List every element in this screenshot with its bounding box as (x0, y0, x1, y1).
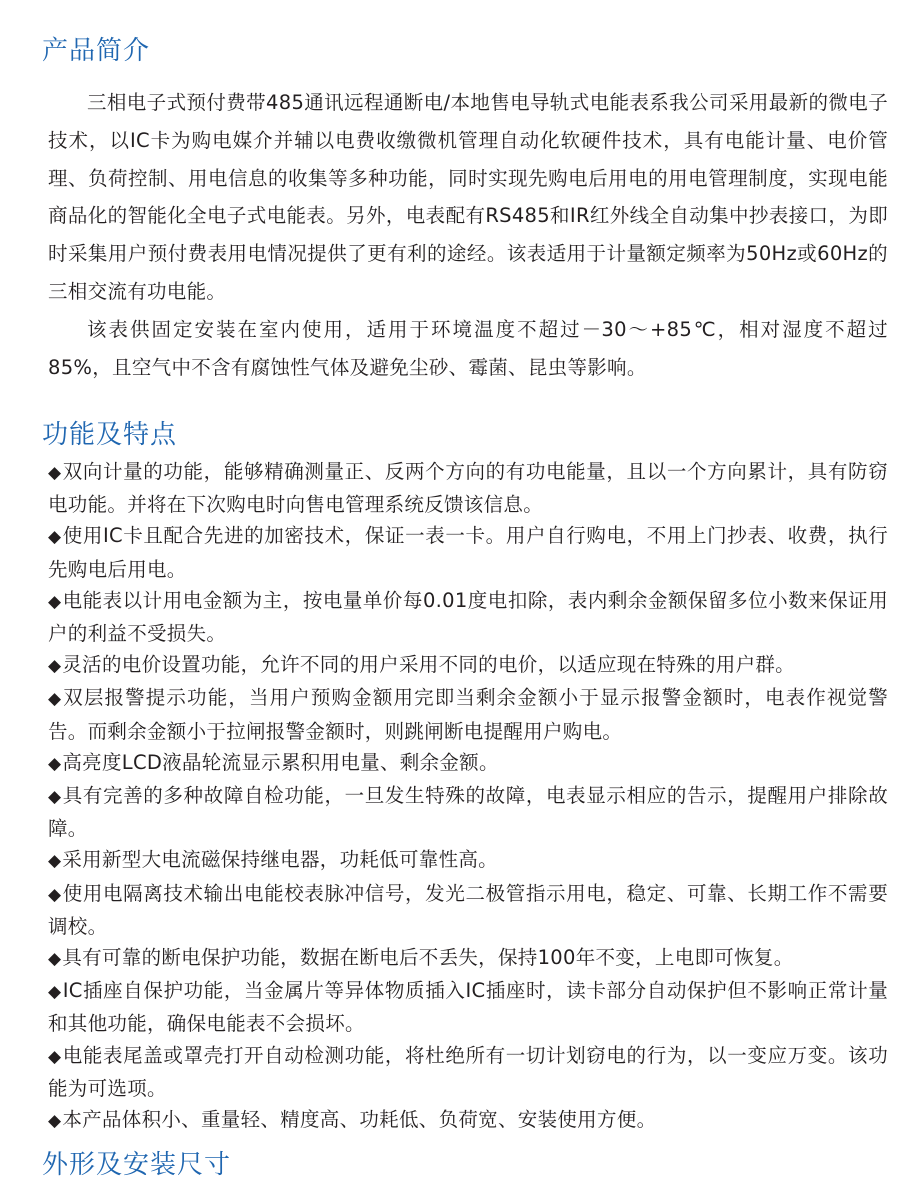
feature-item (48, 456, 888, 520)
feature-text: 具有完善的多种故障自检功能，一旦发生特殊的故障，电表显示相应的告示，提醒用户排除故障。 (48, 784, 888, 841)
feature-item (48, 585, 888, 649)
feature-item (48, 747, 888, 780)
intro-paragraph: 三相电子式预付费带485通讯远程通断电/本地售电导轨式电能表系我公司采用最新的微电子技术，以IC卡为购电媒介并辅以电费收缴微机管理自动化软硬件技术，具有电能计量、电价管理、负荷控制、用电信息的收集等多种功能，同时实现先购电后用电的用电管理制度，实现电能商品化的智能化全电子式电能表。另外，电表配有RS485和IR红外线全自动集中抄表接口，为即时采集用户预付费表用电情况提供了更有利的途经。该表适用于计量额定频率为50Hz或60Hz的三相交流有功电能。 (48, 91, 888, 303)
intro-text-block (48, 84, 888, 386)
feature-text: 使用电隔离技术输出电能校表脉冲信号，发光二极管指示用电，稳定、可靠、长期工作不需要调校。 (48, 881, 888, 938)
intro-section-title: 产品简介 (42, 36, 151, 66)
diamond-bullet-icon: ◆ (48, 591, 62, 612)
diamond-bullet-icon: ◆ (48, 884, 62, 905)
feature-text: IC插座自保护功能，当金属片等异体物质插入IC插座时，读卡部分自动保护但不影响正常计量和其他功能，确保电能表不会损坏。 (48, 979, 888, 1036)
diamond-bullet-icon: ◆ (48, 982, 62, 1003)
feature-text: 双层报警提示功能，当用户预购金额用完即当剩余金额小于显示报警金额时，电表作视觉警告。而剩余金额小于拉闸报警金额时，则跳闸断电提醒用户购电。 (48, 686, 888, 743)
feature-text: 高亮度LCD液晶轮流显示累积用电量、剩余金额。 (62, 750, 499, 774)
feature-item (48, 878, 888, 942)
dimensions-section-title: 外形及安装尺寸 (42, 1150, 232, 1180)
feature-item (48, 1040, 888, 1104)
diamond-bullet-icon: ◆ (48, 753, 62, 774)
intro-paragraph: 该表供固定安装在室内使用，适用于环境温度不超过－30～+85℃，相对湿度不超过85%，且空气中不含有腐蚀性气体及避免尘砂、霉菌、昆虫等影响。 (48, 317, 888, 379)
diamond-bullet-icon: ◆ (48, 689, 63, 710)
features-list (48, 456, 888, 1137)
feature-text: 双向计量的功能，能够精确测量正、反两个方向的有功电能量，且以一个方向累计，具有防窃电功能。并将在下次购电时向售电管理系统反馈该信息。 (48, 460, 888, 517)
feature-text: 采用新型大电流磁保持继电器，功耗低可靠性高。 (62, 848, 498, 872)
diamond-bullet-icon: ◆ (48, 463, 62, 483)
diamond-bullet-icon: ◆ (48, 527, 62, 548)
diamond-bullet-icon: ◆ (48, 656, 62, 677)
diamond-bullet-icon: ◆ (48, 1046, 62, 1067)
feature-item (48, 649, 888, 682)
feature-item (48, 942, 888, 975)
feature-item (48, 780, 888, 844)
feature-item (48, 975, 888, 1039)
diamond-bullet-icon: ◆ (48, 851, 62, 872)
diamond-bullet-icon: ◆ (48, 787, 62, 808)
feature-text: 电能表以计用电金额为主，按电量单价每0.01度电扣除，表内剩余金额保留多位小数来保证用户的利益不受损失。 (48, 588, 888, 646)
feature-text: 本产品体积小、重量轻、精度高、功耗低、负荷宽、安装使用方便。 (62, 1108, 657, 1132)
feature-text: 电能表尾盖或罩壳打开自动检测功能，将杜绝所有一切计划窃电的行为，以一变应万变。该功能为可选项。 (48, 1043, 888, 1100)
feature-item (48, 682, 888, 746)
diamond-bullet-icon: ◆ (48, 949, 62, 970)
features-section-title: 功能及特点 (42, 420, 178, 450)
diamond-bullet-icon: ◆ (48, 1111, 62, 1132)
feature-text: 使用IC卡且配合先进的加密技术，保证一表一卡。用户自行购电，不用上门抄表、收费，执行先购电后用电。 (48, 524, 889, 581)
feature-text: 灵活的电价设置功能，允许不同的用户采用不同的电价，以适应现在特殊的用户群。 (62, 653, 795, 677)
feature-item (48, 844, 888, 877)
feature-item (48, 520, 888, 584)
feature-text: 具有可靠的断电保护功能，数据在断电后不丢失，保持100年不变，上电即可恢复。 (62, 946, 794, 970)
feature-item (48, 1104, 888, 1137)
